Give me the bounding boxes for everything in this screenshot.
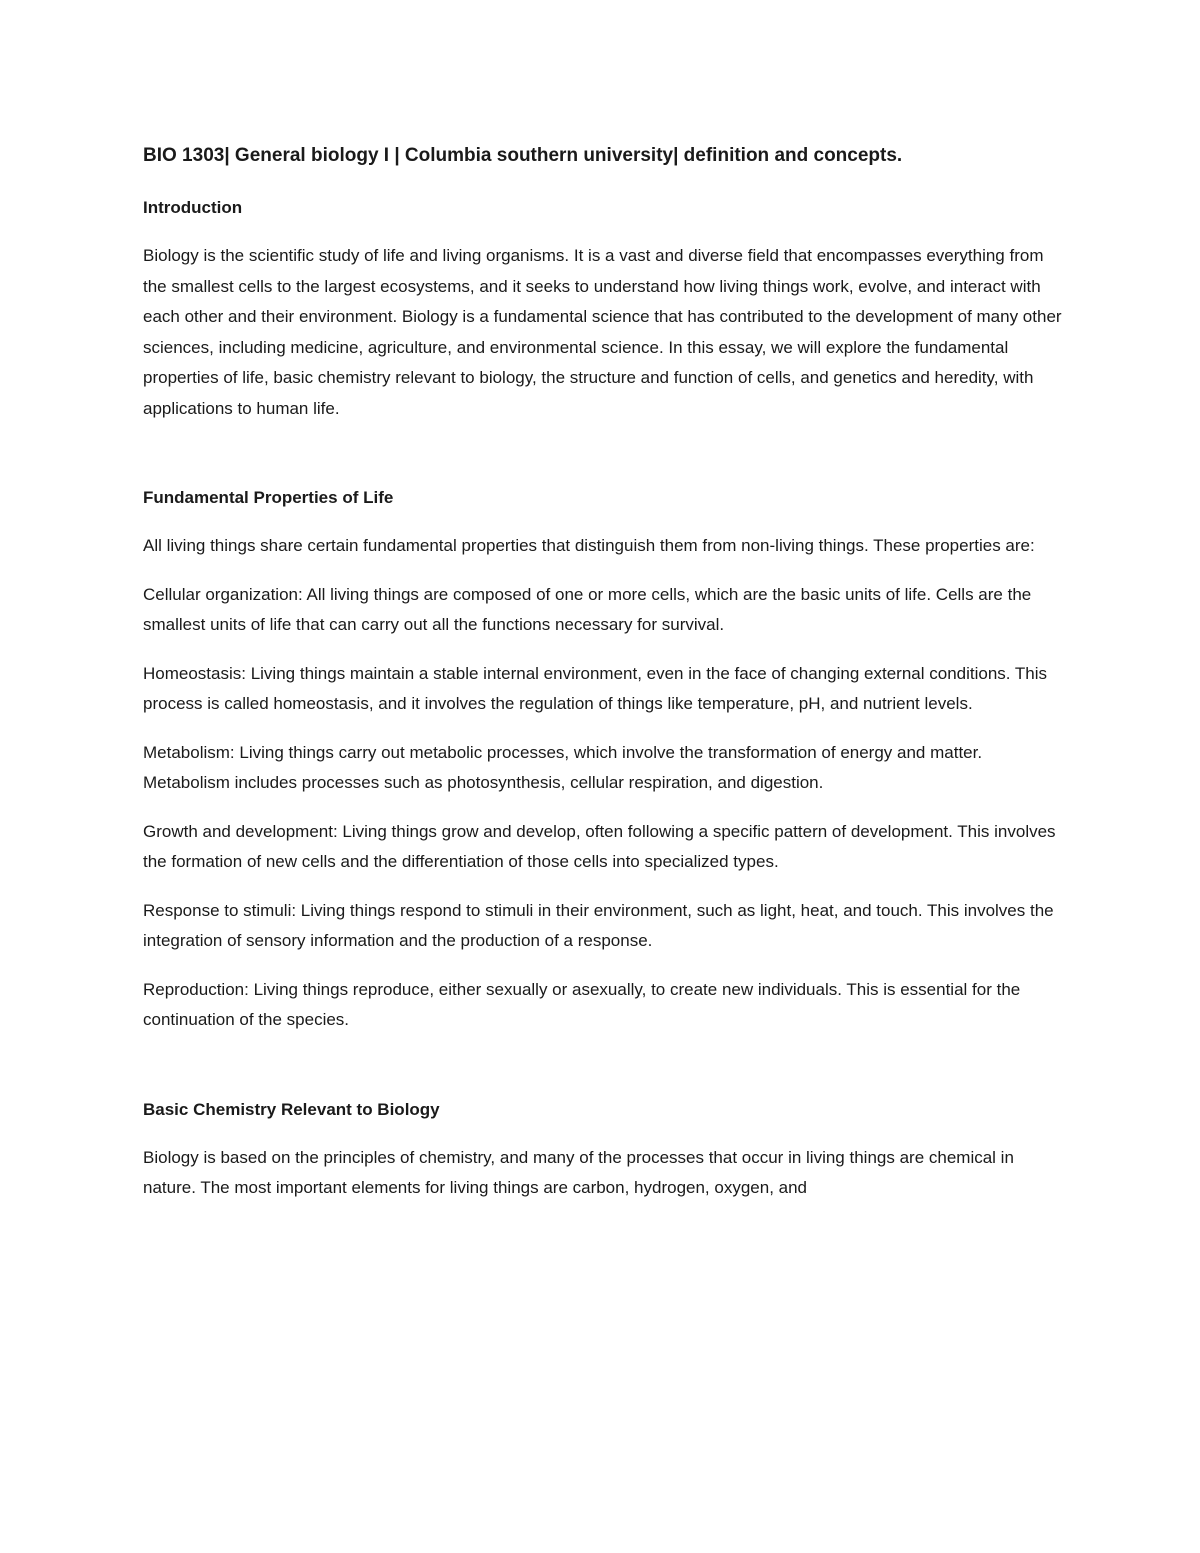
property-homeostasis: Homeostasis: Living things maintain a stable internal environment, even in the face of changing external conditions. This process is called homeostasis, and it involves the regulation of things like temperature, pH, and nutrient levels. [143, 663, 1048, 713]
chemistry-paragraph: Biology is based on the principles of chemistry, and many of the processes that occur in living things are chemical in nature. The most important elements for living things are carbon, hydrogen, oxygen, and [143, 1147, 1014, 1197]
section-spacer [143, 1054, 1063, 1095]
properties-intro-paragraph: All living things share certain fundamental properties that distinguish them from non-living things. These properties are: [143, 536, 1035, 555]
property-reproduction: Reproduction: Living things reproduce, either sexually or asexually, to create new individuals. This is essential for the continuation of the species. [143, 979, 1021, 1029]
section-heading-introduction: Introduction [143, 198, 243, 217]
section-heading-properties: Fundamental Properties of Life [143, 488, 394, 507]
section-spacer [143, 442, 1063, 483]
property-metabolism: Metabolism: Living things carry out metabolic processes, which involve the transformation of energy and matter. Metabolism includes processes such as photosynthesis, cellular respiration, and digestion. [143, 742, 983, 792]
document-body [143, 141, 1063, 1222]
property-growth-development: Growth and development: Living things grow and develop, often following a specific pattern of development. This involves the formation of new cells and the differentiation of those cells into specialized types. [143, 821, 1056, 871]
document-title: BIO 1303| General biology I | Columbia southern university| definition and concepts. [143, 145, 903, 166]
property-cellular-organization: Cellular organization: All living things are composed of one or more cells, which are the basic units of life. Cells are the smallest units of life that can carry out all the functions necessary for survival. [143, 584, 1032, 634]
property-response-to-stimuli: Response to stimuli: Living things respond to stimuli in their environment, such as light, heat, and touch. This involves the integration of sensory information and the production of a response. [143, 900, 1054, 950]
introduction-paragraph: Biology is the scientific study of life and living organisms. It is a vast and diverse field that encompasses everything from the smallest cells to the largest ecosystems, and it seeks to understand how living things work, evolve, and interact with each other and their environment. Biology is a fundamental science that has contributed to the development of many other sciences, including medicine, agriculture, and environmental science. In this essay, we will explore the fundamental properties of life, basic chemistry relevant to biology, the structure and function of cells, and genetics and heredity, with applications to human life. [143, 246, 1062, 418]
section-heading-chemistry: Basic Chemistry Relevant to Biology [143, 1099, 440, 1119]
